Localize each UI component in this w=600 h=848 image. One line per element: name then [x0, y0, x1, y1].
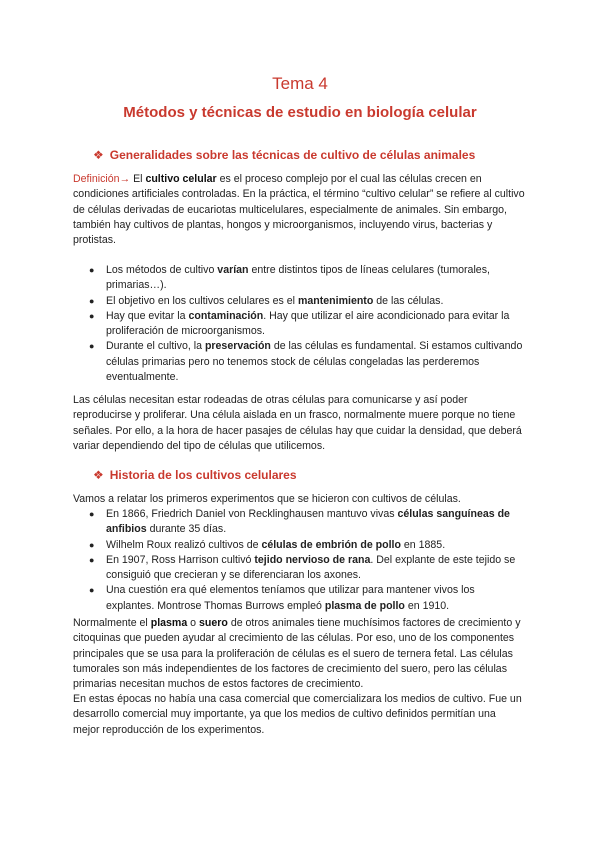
text-run: El [130, 173, 146, 185]
definition-paragraph [73, 172, 525, 248]
bold-term: células de embrión de pollo [261, 538, 401, 551]
text-run: Hay que evitar la [106, 309, 189, 322]
bold-term: preservación [204, 340, 271, 353]
bullet-list-generalidades [73, 263, 525, 385]
bullet-dot-icon: ● [89, 295, 95, 306]
text-run: o [187, 617, 200, 629]
text-run: de otros animales tiene muchísimos factores de crecimiento y citoquinas que pueden ayudar al crecimiento de las células. Por eso, uno de los componentes principales que se usa para la proliferación de células es el suero de ternera fetal. Las células tumorales son más independientes de los factores de crecimiento del suero, pero las células primarias necesitan muchos de estos factores de crecimiento. [73, 617, 521, 691]
list-item [73, 263, 525, 294]
section-heading-text: Generalidades sobre las técnicas de cultivo de células animales [109, 148, 476, 162]
bullet-dot-icon: ● [89, 585, 95, 596]
bold-term: células sanguíneas de anfibios [106, 508, 510, 536]
text-run: Normalmente el [73, 617, 151, 629]
bold-term: contaminación [188, 309, 264, 322]
text-run: en 1885. [400, 538, 446, 551]
text-run: En 1907, Ross Harrison cultivó [106, 553, 255, 566]
chapter-subtitle: Métodos y técnicas de estudio en biología celular [123, 104, 477, 121]
paragraph-comercial: En estas épocas no había una casa comercial que comercializara los medios de cultivo. Fue un desarrollo comercial muy importante, ya que los medios de cultivo definidos permitían una mejor reproducción de los experimentos. [73, 693, 522, 736]
diamond-bullet-icon: ❖ [93, 148, 104, 162]
list-item [73, 339, 525, 385]
text-run: Los métodos de cultivo [106, 264, 218, 276]
chapter-title: Tema 4 [272, 74, 328, 93]
bold-term: cultivo celular [145, 173, 217, 185]
bold-term: plasma de pollo [324, 599, 405, 612]
text-run: de las células es fundamental. Si estamos cultivando células primarias pero no tenemos stock de células congeladas las perderemos eventualmente. [106, 340, 523, 384]
text-run: . Del explante de este tejido se consiguió que crecieran y se diferenciaran los axones. [106, 553, 516, 582]
text-run: es el proceso complejo por el cual las células crecen en condiciones artificiales controladas. En la práctica, el término “cultivo celular” se refiere al cultivo de células derivadas de eucariotas multicelulares, especialmente de animales. Sin embargo, también hay cultivos de plantas, hongos y microorganismos, incluyendo virus, bacterias y protistas. [73, 173, 525, 247]
bullet-dot-icon: ● [89, 554, 95, 565]
list-item [73, 538, 525, 553]
bold-term: plasma [150, 617, 188, 629]
list-item [73, 507, 525, 538]
definition-label: Definición→ [73, 173, 131, 185]
paragraph-densidad: Las células necesitan estar rodeadas de otras células para comunicarse y así poder reproducirse y proliferar. Una célula aislada en un frasco, normalmente muere porque no tiene señales. Por ello, a la hora de hacer pasajes de células hay que cuidar la densidad, que deberá variar dependiendo del tipo de células que utilicemos. [73, 394, 522, 452]
section-heading-generalidades [93, 148, 475, 162]
paragraph-plasma-suero [73, 616, 525, 692]
bullet-dot-icon: ● [89, 509, 95, 519]
list-item [73, 553, 525, 584]
bold-term: varían [217, 264, 249, 276]
bullet-dot-icon: ● [89, 539, 95, 550]
list-item [73, 309, 525, 340]
text-run: . Hay que utilizar el aire acondicionado para evitar la proliferación de microorganismos. [106, 309, 510, 338]
paragraph-intro-historia: Vamos a relatar los primeros experimentos que se hicieron con cultivos de células. [73, 493, 461, 505]
text-run: durante 35 días. [146, 523, 227, 536]
text-run: Wilhelm Roux realizó cultivos de [106, 538, 262, 551]
section-heading-text: Historia de los cultivos celulares [109, 468, 297, 482]
section-heading-historia [93, 468, 297, 482]
list-item [73, 294, 525, 309]
bullet-list-historia [73, 507, 525, 614]
list-item [73, 583, 525, 614]
bold-term: mantenimiento [297, 294, 374, 307]
bold-term: suero [199, 617, 228, 629]
text-run: entre distintos tipos de líneas celulares (tumorales, primarias…). [106, 264, 490, 292]
text-run: de las células. [373, 294, 444, 307]
diamond-bullet-icon: ❖ [93, 468, 104, 482]
text-run: El objetivo en los cultivos celulares es el [106, 294, 298, 307]
bullet-dot-icon: ● [89, 310, 95, 321]
text-run: En 1866, Friedrich Daniel von Recklinghausen mantuvo vivas [106, 508, 398, 520]
bullet-dot-icon: ● [89, 341, 95, 352]
text-run: Una cuestión era qué elementos teníamos que utilizar para mantener vivos los explantes. Montrose Thomas Burrows empleó [106, 584, 475, 612]
text-run: Durante el cultivo, la [106, 340, 205, 353]
bold-term: tejido nervioso de rana [254, 553, 371, 566]
text-run: en 1910. [404, 599, 450, 612]
bullet-dot-icon: ● [89, 265, 95, 275]
